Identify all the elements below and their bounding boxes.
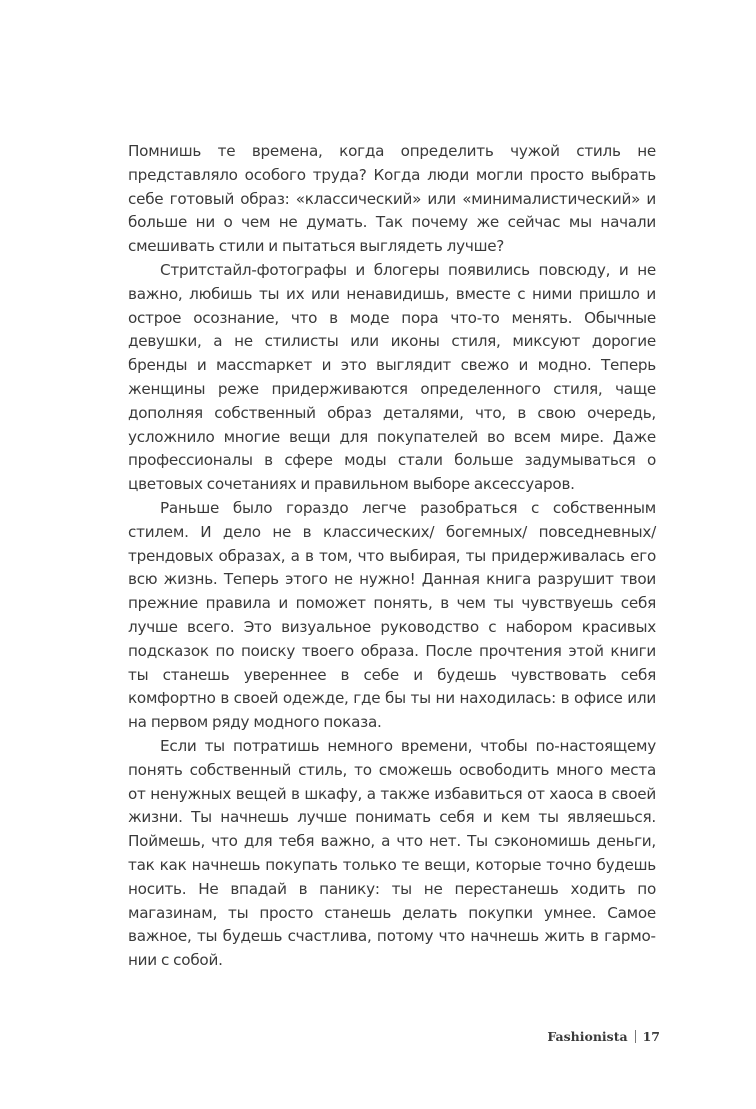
running-title: Fashionista	[547, 1029, 628, 1044]
paragraph-1: Помнишь те времена, когда определить чужой стиль не представляло особого труда? Когда люди могли просто выбрать себе готовый образ: «классический» или «минималистический» и больше ни о чем не думать. Так почему же сейчас мы начали смешивать стили и пытаться выглядеть лучше?	[128, 142, 656, 256]
footer-divider	[635, 1030, 636, 1043]
page-number: 17	[642, 1029, 660, 1044]
paragraph-3: Раньше было гораздо легче разобраться с собственным стилем. И дело не в классических/ богемных/ повседневных/ трендовых образах, а в том, что выбирая, ты придерживалась его всю жизнь. Теперь этого не нужно! Данная книга разрушит твои прежние правила и поможет понять, в чем ты чувствуешь себя лучше всего. Это визуальное руководство с набором красивых подсказок по поиску твоего образа. После прочтения этой книги ты станешь увереннее в себе и будешь чувствовать себя комфортно в своей одежде, где бы ты ни находилась: в офисе или на первом ряду модного показа.	[128, 498, 656, 732]
paragraph-4: Если ты потратишь немного времени, чтобы по-настоящему понять собственный стиль, то сможешь освободить много места от ненужных вещей в шкафу, а также избавиться от хаоса в своей жизни. Ты начнешь лучше понимать себя и кем ты являешься. Поймешь, что для тебя важно, а что нет. Ты сэкономишь деньги, так как начнешь покупать только те вещи, которые точно будешь носить. Не впадай в панику: ты не перестанешь ходить по магазинам, ты просто станешь делать покупки умнее. Самое важное, ты будешь счастлива, потому что начнешь жить в гармонии с собой.	[128, 736, 656, 970]
paragraph-2: Стритстайл-фотографы и блогеры появились повсюду, и не важно, любишь ты их или ненавидишь, вместе с ними пришло и острое осознание, что в моде пора что-то менять. Обычные девушки, а не стилисты или иконы стиля, миксуют дорогие бренды и массmаркет и это выглядит свежо и модно. Теперь женщины реже придерживаются определенного стиля, чаще дополняя собственный образ деталями, что, в свою очередь, усложнило многие вещи для покупателей во всем мире. Даже профессионалы в сфере моды стали больше задумываться о цветовых сочетаниях и правильном выборе аксессуаров.	[128, 260, 656, 494]
body-text	[128, 140, 656, 973]
page-footer	[547, 1029, 660, 1044]
